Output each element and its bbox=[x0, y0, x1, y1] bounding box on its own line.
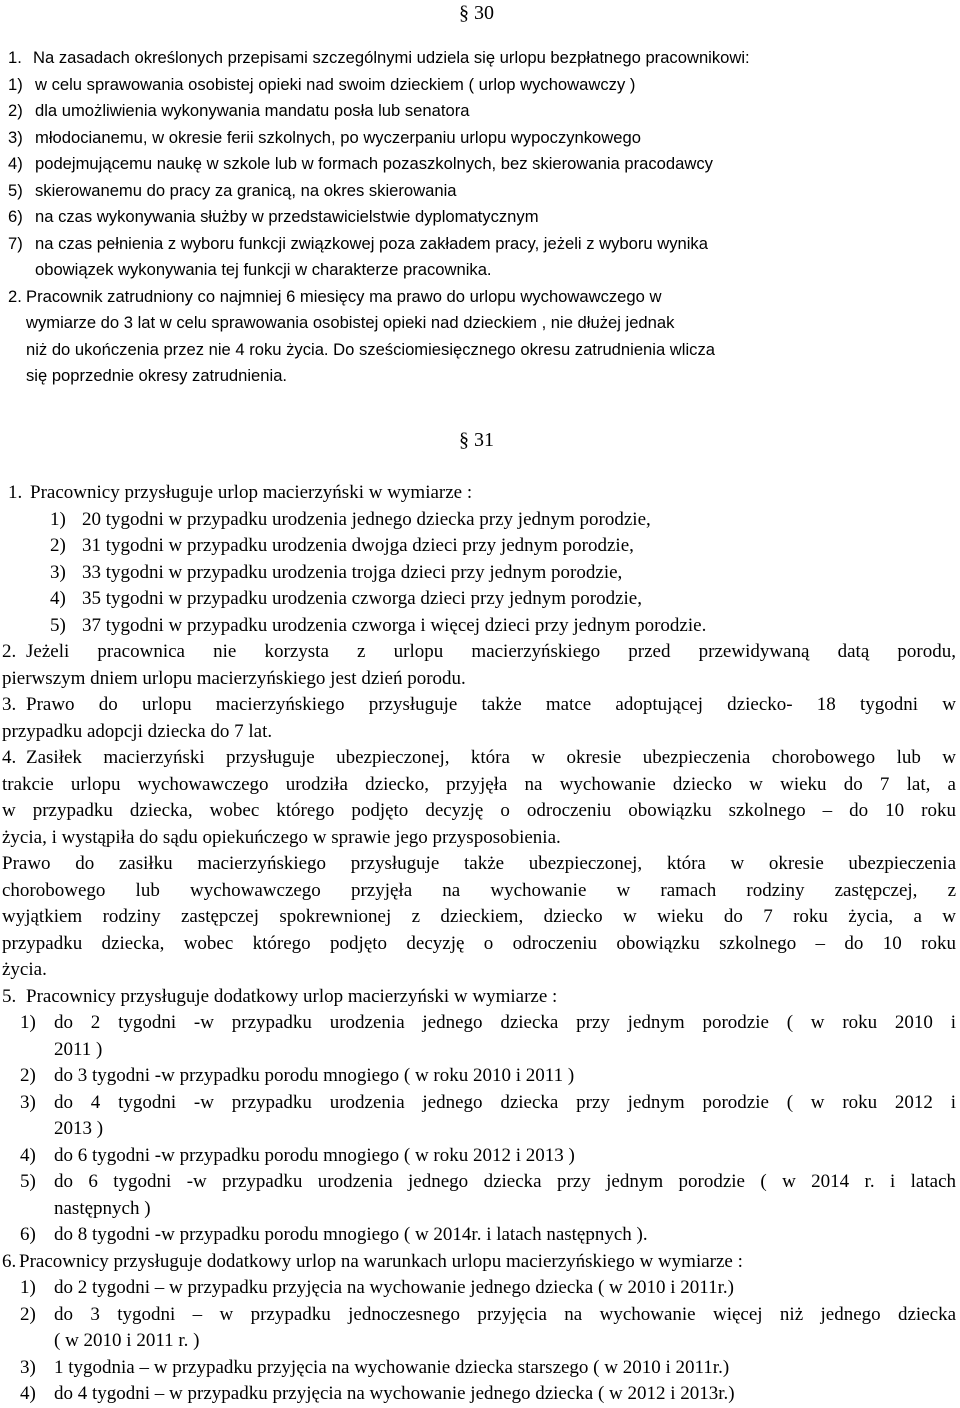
paragraph-4-line bbox=[2, 798, 956, 825]
item-text: 35 tygodni w przypadku urodzenia czworga dzieci przy jednym porodzie, bbox=[82, 588, 642, 609]
item-number: 1) bbox=[20, 1012, 36, 1033]
section-heading-30 bbox=[459, 0, 494, 27]
paragraph-line: życia, i wystąpiła do sądu opiekuńczego w sprawie jego przysposobienia. bbox=[2, 826, 561, 848]
paragraph-number: 1. bbox=[8, 48, 22, 67]
paragraph-line: Prawo do zasiłku macierzyńskiego przysługuje także ubezpieczonej, która w okresie ubezpieczenia bbox=[2, 853, 956, 874]
item-text: do 4 tygodni -w przypadku urodzenia jednego dziecka przy jednym porodzie ( w roku 2012 i bbox=[54, 1091, 956, 1113]
list-item bbox=[0, 231, 960, 258]
list-item bbox=[0, 125, 960, 152]
paragraph-4b-line bbox=[2, 931, 956, 958]
paragraph-line: wyjątkiem rodziny zastępczej spokrewnionej z dzieckiem, dziecko w wieku do 7 roku życia, a w bbox=[2, 906, 956, 927]
item-number: 2) bbox=[8, 101, 23, 120]
paragraph-number: 5. bbox=[2, 985, 17, 1007]
item-number: 4) bbox=[50, 588, 66, 609]
paragraph-1 bbox=[0, 45, 960, 72]
paragraph-line: Prawo do urlopu macierzyńskiego przysługuje także matce adoptującej dziecko- 18 tygodni w bbox=[26, 694, 956, 715]
paragraph-2-line bbox=[0, 363, 960, 390]
list-item bbox=[2, 1275, 956, 1302]
item-text: na czas pełnienia z wyboru funkcji związkowej poza zakładem pracy, jeżeli z wyboru wynika bbox=[35, 233, 708, 253]
list-item bbox=[2, 560, 956, 587]
list-item bbox=[0, 178, 960, 205]
paragraph-4 bbox=[2, 745, 956, 772]
paragraph-2-line bbox=[0, 310, 960, 337]
item-text: do 2 tygodni -w przypadku urodzenia jednego dziecka przy jednym porodzie ( w roku 2010 i bbox=[54, 1012, 956, 1033]
paragraph-line: się poprzednie okresy zatrudnienia. bbox=[26, 366, 288, 385]
item-text: podejmującemu naukę w szkole lub w formach pozaszkolnych, bez skierowania pracodawcy bbox=[35, 154, 713, 173]
item-number: 3) bbox=[50, 561, 66, 583]
item-number: 3) bbox=[20, 1356, 36, 1378]
item-text: do 3 tygodni -w przypadku porodu mnogiego ( w roku 2010 i 2011 ) bbox=[54, 1065, 575, 1086]
list-item bbox=[0, 72, 960, 99]
paragraph-line: chorobowego lub wychowawczego przyjęła na wychowanie w ramach rodziny zastępczej, z bbox=[2, 879, 956, 901]
paragraph-4-line bbox=[2, 825, 956, 852]
paragraph-line: Zasiłek macierzyński przysługuje ubezpieczonej, która w okresie ubezpieczenia chorobowego lub w bbox=[26, 747, 956, 768]
item-text: do 4 tygodni – w przypadku przyjęcia na wychowanie jednego dziecka ( w 2012 i 2013r.) bbox=[54, 1383, 735, 1404]
paragraph-number: 3. bbox=[2, 694, 17, 715]
item-text: 2013 ) bbox=[54, 1118, 104, 1139]
paragraph-6 bbox=[2, 1249, 956, 1276]
item-number: 6) bbox=[8, 207, 23, 226]
item-text: 37 tygodni w przypadku urodzenia czworga i więcej dzieci przy jednym porodzie. bbox=[82, 614, 707, 636]
paragraph-line: przypadku dziecka, wobec którego podjęto decyzję o odroczeniu obowiązku szkolnego – do 10 roku bbox=[2, 932, 956, 954]
paragraph-intro: Pracownicy przysługuje dodatkowy urlop na warunkach urlopu macierzyńskiego w wymiarze : bbox=[19, 1250, 743, 1272]
paragraph-5 bbox=[2, 984, 956, 1011]
item-text: 31 tygodni w przypadku urodzenia dwojga dzieci przy jednym porodzie, bbox=[82, 535, 634, 556]
paragraph-4b-line bbox=[2, 957, 956, 984]
paragraph-line: wymiarze do 3 lat w celu sprawowania osobistej opieki nad dzieckiem , nie dłużej jednak bbox=[26, 313, 675, 332]
item-text: 1 tygodnia – w przypadku przyjęcia na wychowanie dziecka starszego ( w 2010 i 2011r.) bbox=[54, 1356, 730, 1378]
item-number: 6) bbox=[20, 1224, 36, 1245]
section-heading-31 bbox=[459, 427, 494, 454]
section-number: 30 bbox=[474, 2, 494, 24]
item-number: 2) bbox=[20, 1065, 36, 1086]
item-text: do 2 tygodni – w przypadku przyjęcia na wychowanie jednego dziecka ( w 2010 i 2011r.) bbox=[54, 1277, 734, 1298]
list-item-continuation bbox=[2, 1116, 956, 1143]
item-number: 3) bbox=[20, 1091, 36, 1113]
paragraph-number: 2. bbox=[8, 286, 22, 306]
list-item bbox=[2, 586, 956, 613]
item-number: 1) bbox=[8, 74, 23, 94]
item-number: 1) bbox=[20, 1277, 36, 1298]
list-item bbox=[2, 1063, 956, 1090]
item-text: do 6 tygodni -w przypadku porodu mnogiego ( w roku 2012 i 2013 ) bbox=[54, 1144, 575, 1166]
paragraph-number: 1. bbox=[8, 482, 23, 503]
item-number: 4) bbox=[20, 1383, 36, 1404]
item-number: 7) bbox=[8, 233, 23, 253]
item-text: 2011 ) bbox=[54, 1038, 103, 1060]
item-number: 1) bbox=[50, 508, 66, 530]
list-item bbox=[2, 1381, 956, 1408]
item-text: następnych ) bbox=[54, 1197, 151, 1219]
paragraph-line: pierwszym dniem urlopu macierzyńskiego jest dzień porodu. bbox=[2, 667, 466, 689]
paragraph-intro: Na zasadach określonych przepisami szczególnymi udziela się urlopu bezpłatnego pracownikowi: bbox=[33, 48, 750, 67]
item-number: 4) bbox=[20, 1144, 36, 1166]
item-text: młodocianemu, w okresie ferii szkolnych, po wyczerpaniu urlopu wypoczynkowego bbox=[35, 127, 641, 147]
list-item bbox=[2, 1010, 956, 1037]
item-number: 5) bbox=[50, 614, 66, 636]
list-item bbox=[0, 151, 960, 178]
paragraph-line: przypadku adopcji dziecka do 7 lat. bbox=[2, 720, 273, 742]
list-item-continuation bbox=[0, 257, 960, 284]
item-text: skierowanemu do pracy za granicą, na okres skierowania bbox=[35, 180, 457, 200]
paragraph-2 bbox=[0, 284, 960, 311]
list-item bbox=[2, 1222, 956, 1249]
item-text: ( w 2010 i 2011 r. ) bbox=[54, 1330, 200, 1351]
paragraph-3 bbox=[2, 692, 956, 719]
item-text: do 6 tygodni -w przypadku urodzenia jednego dziecka przy jednym porodzie ( w 2014 r. i latach bbox=[54, 1171, 956, 1192]
item-number: 2) bbox=[20, 1303, 36, 1325]
paragraph-line: Jeżeli pracownica nie korzysta z urlopu macierzyńskiego przed przewidywaną datą porodu, bbox=[26, 641, 956, 662]
section-symbol: § bbox=[459, 429, 469, 451]
item-number: 2) bbox=[50, 535, 66, 556]
section-31-body bbox=[2, 480, 956, 1408]
list-item bbox=[2, 533, 956, 560]
section-30-body bbox=[0, 45, 960, 390]
list-item bbox=[2, 507, 956, 534]
item-text: 20 tygodni w przypadku urodzenia jednego dziecka przy jednym porodzie, bbox=[82, 508, 651, 530]
item-number: 5) bbox=[8, 180, 23, 200]
item-text: 33 tygodni w przypadku urodzenia trojga dzieci przy jednym porodzie, bbox=[82, 561, 623, 583]
list-item bbox=[2, 1355, 956, 1382]
paragraph-4b-line bbox=[2, 851, 956, 878]
list-item-continuation bbox=[2, 1196, 956, 1223]
section-symbol: § bbox=[459, 2, 469, 24]
paragraph-number: 4. bbox=[2, 747, 17, 768]
list-item bbox=[2, 1169, 956, 1196]
paragraph-4-line bbox=[2, 772, 956, 799]
paragraph-2-line bbox=[0, 337, 960, 364]
list-item-continuation bbox=[2, 1037, 956, 1064]
paragraph-line: Pracownik zatrudniony co najmniej 6 miesięcy ma prawo do urlopu wychowawczego w bbox=[26, 286, 662, 306]
item-number: 4) bbox=[8, 154, 23, 173]
paragraph-line: w przypadku dziecka, wobec którego podjęto decyzję o odroczeniu obowiązku szkolnego – do 10 roku bbox=[2, 800, 956, 821]
paragraph-line: życia. bbox=[2, 959, 47, 980]
list-item bbox=[2, 1143, 956, 1170]
list-item bbox=[2, 1090, 956, 1117]
paragraph-intro: Pracownicy przysługuje dodatkowy urlop macierzyński w wymiarze : bbox=[26, 985, 558, 1007]
paragraph-2 bbox=[2, 639, 956, 666]
item-text: w celu sprawowania osobistej opieki nad swoim dzieckiem ( urlop wychowawczy ) bbox=[35, 74, 636, 94]
paragraph-4b-line bbox=[2, 904, 956, 931]
item-text: na czas wykonywania służby w przedstawicielstwie dyplomatycznym bbox=[35, 207, 539, 226]
item-number: 3) bbox=[8, 127, 23, 147]
list-item bbox=[0, 98, 960, 125]
paragraph-number: 6. bbox=[2, 1250, 17, 1272]
paragraph-4b-line bbox=[2, 878, 956, 905]
paragraph-3-line bbox=[2, 719, 956, 746]
paragraph-line: trakcie urlopu wychowawczego urodziła dziecko, przyjęła na wychowanie dziecko w wieku do 7 lat, a bbox=[2, 773, 956, 795]
item-text: obowiązek wykonywania tej funkcji w charakterze pracownika. bbox=[35, 260, 492, 279]
list-item-continuation bbox=[2, 1328, 956, 1355]
list-item bbox=[2, 613, 956, 640]
paragraph-1 bbox=[2, 480, 956, 507]
paragraph-number: 2. bbox=[2, 641, 17, 662]
item-text: do 8 tygodni -w przypadku porodu mnogiego ( w 2014r. i latach następnych ). bbox=[54, 1224, 648, 1245]
section-number: 31 bbox=[474, 429, 494, 451]
item-number: 5) bbox=[20, 1171, 36, 1192]
paragraph-2-line bbox=[2, 666, 956, 693]
list-item bbox=[0, 204, 960, 231]
item-text: do 3 tygodni – w przypadku jednoczesnego przyjęcia na wychowanie więcej niż jednego dziecka bbox=[54, 1303, 956, 1325]
paragraph-intro: Pracownicy przysługuje urlop macierzyński w wymiarze : bbox=[30, 482, 473, 503]
list-item bbox=[2, 1302, 956, 1329]
item-text: dla umożliwienia wykonywania mandatu posła lub senatora bbox=[35, 101, 470, 120]
paragraph-line: niż do ukończenia przez nie 4 roku życia. Do sześciomiesięcznego okresu zatrudnienia wlicza bbox=[26, 339, 715, 359]
